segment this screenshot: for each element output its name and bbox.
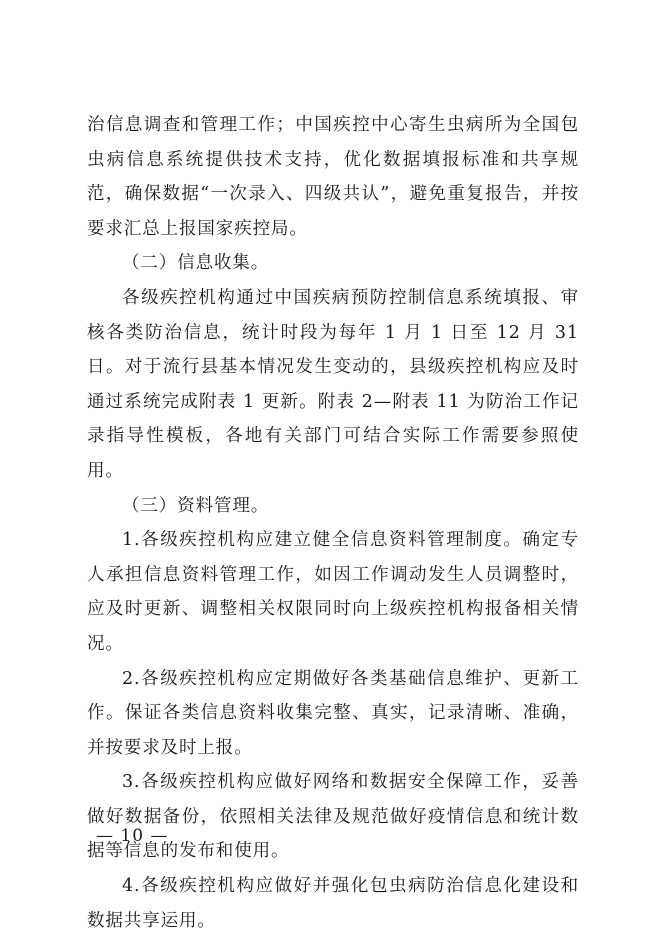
paragraph-continuation: 治信息调查和管理工作；中国疾控中心寄生虫病所为全国包虫病信息系统提供技术支持，优化数据填报标准和共享规范，确保数据“一次录入、四级共认”，避免重复报告，并按要求汇总上报国家疾控局。 bbox=[87, 115, 579, 239]
page-number: — 10 — bbox=[96, 826, 169, 846]
section-heading-info-collection: （二）信息收集。 bbox=[122, 253, 270, 274]
paragraph-item-4: 4.各级疾控机构应做好并强化包虫病防治信息化建设和数据共享运用。 bbox=[87, 876, 579, 931]
document-body bbox=[87, 108, 579, 938]
paragraph-info-collection: 各级疾控机构通过中国疾病预防控制信息系统填报、审核各类防治信息，统计时段为每年 1 月 1 日至 12 月 31 日。对于流行县基本情况发生变动的，县级疾控机构应及时通过系统完成附表 1 更新。附表 2—附表 11 为防治工作记录指导性模板，各地有关部门可结合实际工作需要参照使用。 bbox=[87, 287, 579, 481]
paragraph-item-1: 1.各级疾控机构应建立健全信息资料管理制度。确定专人承担信息资料管理工作，如因工作调动发生人员调整时，应及时更新、调整相关权限同时向上级疾控机构报备相关情况。 bbox=[87, 530, 579, 654]
section-heading-data-management: （三）资料管理。 bbox=[122, 495, 270, 516]
paragraph-item-3: 3.各级疾控机构应做好网络和数据安全保障工作，妥善做好数据备份，依照相关法律及规范做好疫情信息和统计数据等信息的发布和使用。 bbox=[87, 772, 579, 862]
paragraph-item-2: 2.各级疾控机构应定期做好各类基础信息维护、更新工作。保证各类信息资料收集完整、真实，记录清晰、准确，并按要求及时上报。 bbox=[87, 668, 579, 758]
